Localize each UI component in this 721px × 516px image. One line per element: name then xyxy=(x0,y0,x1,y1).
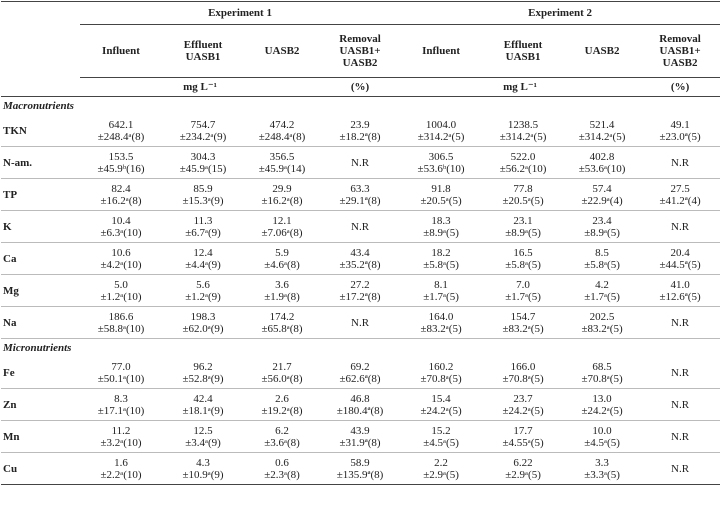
row-label: Fe xyxy=(3,366,15,379)
cell-value: 18.2 xyxy=(431,246,451,259)
cell-value: 5.0 xyxy=(114,278,128,291)
cell-value: 164.0 xyxy=(428,310,454,323)
cell-value: N.R xyxy=(671,462,690,475)
cell-value: 166.0 xyxy=(510,360,536,373)
cell-deviation: ±53.6ᵇ(10) xyxy=(417,162,465,175)
cell-deviation: ±24.2ᵃ(5) xyxy=(581,404,623,417)
cell-value: 522.0 xyxy=(510,150,536,163)
cell-value: 15.2 xyxy=(431,424,451,437)
column-header: Influent xyxy=(422,45,460,57)
table-cell xyxy=(320,389,400,421)
cell-deviation: ±2.2ᵃ(10) xyxy=(100,468,142,481)
table-cell xyxy=(162,357,244,389)
table-cell xyxy=(640,147,720,179)
table-cell xyxy=(482,421,564,453)
cell-deviation: ±53.6ᵃ(10) xyxy=(578,162,626,175)
table-cell xyxy=(482,115,564,147)
table-cell xyxy=(400,453,482,485)
table-row xyxy=(1,453,720,485)
table-cell xyxy=(244,275,320,307)
cell-value: 23.7 xyxy=(513,392,533,405)
cell-value: 8.3 xyxy=(114,392,128,405)
cell-deviation: ±83.2ᵃ(5) xyxy=(502,322,544,335)
column-header: UASB2 xyxy=(264,45,300,57)
table-cell xyxy=(564,243,640,275)
cell-deviation: ±52.8ᵃ(9) xyxy=(182,372,224,385)
table-cell xyxy=(244,147,320,179)
cell-deviation: ±70.8ᵃ(5) xyxy=(420,372,462,385)
table-cell xyxy=(640,211,720,243)
table-cell xyxy=(564,211,640,243)
table-cell xyxy=(244,389,320,421)
cell-value: 6.22 xyxy=(513,456,533,469)
cell-value: 4.2 xyxy=(595,278,609,291)
table-cell xyxy=(320,421,400,453)
cell-deviation: ±7.06ᵃ(8) xyxy=(261,226,303,239)
corner-cell xyxy=(1,2,80,25)
table-cell xyxy=(482,179,564,211)
cell-value: 304.3 xyxy=(190,150,216,163)
cell-value: 3.3 xyxy=(595,456,609,469)
cell-value: 42.4 xyxy=(193,392,213,405)
table-cell xyxy=(244,357,320,389)
table-cell xyxy=(564,389,640,421)
cell-value: 198.3 xyxy=(190,310,216,323)
table-cell xyxy=(244,453,320,485)
table-cell xyxy=(482,243,564,275)
table-cell xyxy=(162,243,244,275)
cell-deviation: ±1.7ᵃ(5) xyxy=(505,290,541,303)
cell-value: 474.2 xyxy=(269,118,295,131)
table-cell xyxy=(640,275,720,307)
cell-value: 0.6 xyxy=(275,456,289,469)
table-cell xyxy=(400,275,482,307)
cell-value: 3.6 xyxy=(275,278,289,291)
cell-deviation: ±15.3ᵃ(9) xyxy=(182,194,224,207)
table-cell xyxy=(320,453,400,485)
table-cell xyxy=(80,307,162,339)
cell-deviation: ±17.1ᵃ(10) xyxy=(97,404,145,417)
cell-value: 154.7 xyxy=(510,310,536,323)
table-cell xyxy=(80,115,162,147)
cell-deviation: ±248.4ᵃ(8) xyxy=(97,130,145,143)
cell-deviation: ±3.3ᵃ(5) xyxy=(584,468,620,481)
row-label: Cu xyxy=(1,453,80,485)
table-cell xyxy=(564,307,640,339)
table-cell xyxy=(320,147,400,179)
table-cell xyxy=(320,179,400,211)
table-cell xyxy=(564,179,640,211)
table-cell xyxy=(482,211,564,243)
cell-value: 18.3 xyxy=(431,214,451,227)
table-cell xyxy=(162,179,244,211)
table-cell xyxy=(400,421,482,453)
cell-deviation: ±6.7ᵃ(9) xyxy=(185,226,221,239)
experiment-1-header: Experiment 1 xyxy=(80,2,400,25)
table-cell xyxy=(320,115,400,147)
cell-value: 754.7 xyxy=(190,118,216,131)
cell-value: 10.0 xyxy=(592,424,612,437)
cell-value: 521.4 xyxy=(589,118,615,131)
row-label: Mg xyxy=(1,275,80,307)
cell-deviation: ±70.8ᵃ(5) xyxy=(502,372,544,385)
cell-deviation: ±2.3ᵃ(8) xyxy=(264,468,300,481)
cell-value: 8.5 xyxy=(595,246,609,259)
cell-deviation: ±8.9ᵃ(5) xyxy=(423,226,459,239)
cell-deviation: ±29.1ª(8) xyxy=(339,194,381,207)
table-cell xyxy=(162,307,244,339)
cell-value: 7.0 xyxy=(516,278,530,291)
table-cell xyxy=(244,307,320,339)
cell-deviation: ±70.8ᵃ(5) xyxy=(581,372,623,385)
table-cell xyxy=(400,389,482,421)
cell-deviation: ±4.5ᵃ(5) xyxy=(584,436,620,449)
cell-value: 12.5 xyxy=(193,424,213,437)
table-cell xyxy=(482,307,564,339)
table-cell xyxy=(564,115,640,147)
cell-value: 12.4 xyxy=(193,246,213,259)
table-cell xyxy=(640,421,720,453)
cell-value: 27.2 xyxy=(350,278,370,291)
cell-value: 306.5 xyxy=(428,150,454,163)
row-label: Mn xyxy=(1,421,80,453)
unit-blank xyxy=(1,78,80,97)
unit-exp1-conc: mg L⁻¹ xyxy=(80,78,320,97)
cell-deviation: ±24.2ᵃ(5) xyxy=(502,404,544,417)
cell-deviation: ±56.0ᵃ(8) xyxy=(261,372,303,385)
table-cell xyxy=(244,243,320,275)
cell-value: 4.3 xyxy=(196,456,210,469)
column-header: Influent xyxy=(102,45,140,57)
cell-value: 8.1 xyxy=(434,278,448,291)
table-cell xyxy=(482,389,564,421)
cell-deviation: ±65.8ᵃ(8) xyxy=(261,322,303,335)
table-cell xyxy=(244,421,320,453)
column-header: Effluent UASB1 xyxy=(183,39,223,63)
cell-value: 186.6 xyxy=(108,310,134,323)
table-cell xyxy=(564,147,640,179)
table-cell xyxy=(162,147,244,179)
table-cell xyxy=(80,357,162,389)
table-cell xyxy=(244,211,320,243)
cell-value: 82.4 xyxy=(111,182,131,195)
cell-deviation: ±3.4ᵃ(9) xyxy=(185,436,221,449)
cell-value: 160.2 xyxy=(428,360,454,373)
table-cell xyxy=(320,243,400,275)
cell-value: 17.7 xyxy=(513,424,533,437)
row-label: Na xyxy=(1,307,80,339)
row-label: TP xyxy=(1,179,80,211)
table-cell xyxy=(162,115,244,147)
cell-value: N.R xyxy=(351,220,370,233)
table-cell xyxy=(564,453,640,485)
cell-deviation: ±1.7ᵃ(5) xyxy=(423,290,459,303)
table-cell xyxy=(162,211,244,243)
table-row xyxy=(1,243,720,275)
cell-deviation: ±8.9ᵃ(5) xyxy=(505,226,541,239)
cell-deviation: ±44.5ª(5) xyxy=(659,258,701,271)
cell-deviation: ±4.5ᵃ(5) xyxy=(423,436,459,449)
cell-deviation: ±4.4ᵃ(9) xyxy=(185,258,221,271)
cell-deviation: ±56.2ᵃ(10) xyxy=(499,162,547,175)
cell-value: 23.9 xyxy=(350,118,370,131)
cell-deviation: ±45.9ᵃ(14) xyxy=(258,162,306,175)
cell-value: 174.2 xyxy=(269,310,295,323)
section-label: Micronutrients xyxy=(1,339,720,358)
cell-deviation: ±83.2ᵃ(5) xyxy=(420,322,462,335)
table-cell xyxy=(640,243,720,275)
cell-value: 23.1 xyxy=(513,214,533,227)
table-cell xyxy=(80,453,162,485)
cell-deviation: ±19.2ᵃ(8) xyxy=(261,404,303,417)
row-label: Zn xyxy=(1,389,80,421)
cell-value: 12.1 xyxy=(272,214,292,227)
cell-deviation: ±180.4ª(8) xyxy=(336,404,384,417)
table-cell xyxy=(400,179,482,211)
cell-value: 6.2 xyxy=(275,424,289,437)
cell-value: N.R xyxy=(351,316,370,329)
unit-exp2-removal: (%) xyxy=(640,78,720,97)
cell-deviation: ±234.2ᵃ(9) xyxy=(179,130,227,143)
cell-deviation: ±16.2ᵃ(8) xyxy=(261,194,303,207)
table-cell xyxy=(80,243,162,275)
cell-value: N.R xyxy=(671,398,690,411)
column-header: Removal UASB1+ UASB2 xyxy=(339,33,381,69)
table-cell xyxy=(640,307,720,339)
table-cell xyxy=(80,147,162,179)
table-cell xyxy=(482,275,564,307)
cell-deviation: ±10.9ᵃ(9) xyxy=(182,468,224,481)
table-cell xyxy=(400,243,482,275)
table-cell xyxy=(162,453,244,485)
cell-value: 77.8 xyxy=(513,182,533,195)
cell-deviation: ±248.4ᵃ(8) xyxy=(258,130,306,143)
cell-deviation: ±8.9ᵃ(5) xyxy=(584,226,620,239)
cell-deviation: ±45.9ᵃ(15) xyxy=(179,162,227,175)
cell-value: 91.8 xyxy=(431,182,451,195)
cell-value: 15.4 xyxy=(431,392,451,405)
cell-deviation: ±62.0ᵃ(9) xyxy=(182,322,224,335)
table-cell xyxy=(162,421,244,453)
cell-value: 153.5 xyxy=(108,150,134,163)
table-cell xyxy=(640,357,720,389)
cell-deviation: ±135.9ª(8) xyxy=(336,468,384,481)
table-cell xyxy=(400,115,482,147)
cell-deviation: ±6.3ᵃ(10) xyxy=(100,226,142,239)
cell-deviation: ±20.5ᵃ(5) xyxy=(420,194,462,207)
cell-value: 2.6 xyxy=(275,392,289,405)
cell-value: 402.8 xyxy=(589,150,615,163)
cell-deviation: ±314.2ᵃ(5) xyxy=(578,130,626,143)
column-header: Removal UASB1+ UASB2 xyxy=(659,33,701,69)
cell-value: 23.4 xyxy=(592,214,612,227)
cell-value: 356.5 xyxy=(269,150,295,163)
cell-value: 58.9 xyxy=(350,456,370,469)
cell-value: 13.0 xyxy=(592,392,612,405)
table-row xyxy=(1,389,720,421)
unit-exp1-removal: (%) xyxy=(320,78,400,97)
cell-value: 5.6 xyxy=(196,278,210,291)
section-label: Macronutrients xyxy=(1,97,720,116)
table-cell xyxy=(564,275,640,307)
cell-value: 5.9 xyxy=(275,246,289,259)
row-label: TKN xyxy=(3,124,27,137)
cell-deviation: ±23.0ª(5) xyxy=(659,130,701,143)
cell-value: N.R xyxy=(671,366,690,379)
cell-deviation: ±5.8ᵃ(5) xyxy=(584,258,620,271)
cell-value: N.R xyxy=(671,316,690,329)
cell-deviation: ±4.55ᵃ(5) xyxy=(502,436,544,449)
table-cell xyxy=(80,275,162,307)
cell-value: 1004.0 xyxy=(425,118,457,131)
table-cell xyxy=(400,147,482,179)
cell-value: 68.5 xyxy=(592,360,612,373)
table-row xyxy=(1,147,720,179)
cell-value: 46.8 xyxy=(350,392,370,405)
cell-deviation: ±4.2ᵃ(10) xyxy=(100,258,142,271)
cell-value: 10.6 xyxy=(111,246,131,259)
cell-value: 11.3 xyxy=(193,214,213,227)
cell-value: 1.6 xyxy=(114,456,128,469)
row-label: N-am. xyxy=(1,147,80,179)
cell-value: N.R xyxy=(671,430,690,443)
cell-value: 642.1 xyxy=(108,118,134,131)
cell-deviation: ±12.6ª(5) xyxy=(659,290,701,303)
cell-deviation: ±3.2ᵃ(10) xyxy=(100,436,142,449)
cell-deviation: ±58.8ᵃ(10) xyxy=(97,322,145,335)
cell-deviation: ±1.9ᵃ(8) xyxy=(264,290,300,303)
table-row xyxy=(1,357,720,389)
cell-value: 1238.5 xyxy=(507,118,539,131)
cell-value: 85.9 xyxy=(193,182,213,195)
cell-value: 27.5 xyxy=(670,182,690,195)
cell-deviation: ±5.8ᵃ(5) xyxy=(505,258,541,271)
cell-deviation: ±41.2ª(4) xyxy=(659,194,701,207)
cell-value: 2.2 xyxy=(434,456,448,469)
cell-value: N.R xyxy=(671,156,690,169)
cell-value: 202.5 xyxy=(589,310,615,323)
table-cell xyxy=(244,115,320,147)
table-cell xyxy=(640,389,720,421)
cell-value: 41.0 xyxy=(670,278,690,291)
cell-value: 57.4 xyxy=(592,182,612,195)
nutrient-table xyxy=(1,1,720,485)
table-cell xyxy=(162,389,244,421)
cell-deviation: ±2.9ᵃ(5) xyxy=(505,468,541,481)
table-cell xyxy=(564,421,640,453)
table-cell xyxy=(80,211,162,243)
cell-deviation: ±22.9ᵃ(4) xyxy=(581,194,623,207)
table-row xyxy=(1,275,720,307)
cell-deviation: ±45.9ᵇ(16) xyxy=(97,162,145,175)
table-cell xyxy=(400,357,482,389)
cell-value: 10.4 xyxy=(111,214,131,227)
cell-deviation: ±314.2ᵃ(5) xyxy=(499,130,547,143)
experiment-2-header: Experiment 2 xyxy=(400,2,720,25)
cell-deviation: ±35.2ª(8) xyxy=(339,258,381,271)
table-cell xyxy=(640,115,720,147)
table-cell xyxy=(400,211,482,243)
table-cell xyxy=(640,453,720,485)
table-row xyxy=(1,211,720,243)
cell-deviation: ±24.2ᵃ(5) xyxy=(420,404,462,417)
cell-deviation: ±83.2ᵃ(5) xyxy=(581,322,623,335)
table-cell xyxy=(80,179,162,211)
table-row xyxy=(1,179,720,211)
cell-value: 69.2 xyxy=(350,360,370,373)
cell-deviation: ±50.1ᵃ(10) xyxy=(97,372,145,385)
table-cell xyxy=(320,275,400,307)
row-label: K xyxy=(1,211,80,243)
cell-deviation: ±62.6ª(8) xyxy=(339,372,381,385)
table-cell xyxy=(400,307,482,339)
column-header: UASB2 xyxy=(584,45,620,57)
cell-deviation: ±1.7ᵃ(5) xyxy=(584,290,620,303)
cell-deviation: ±1.2ᵃ(9) xyxy=(185,290,221,303)
cell-value: 77.0 xyxy=(111,360,131,373)
cell-deviation: ±5.8ᵃ(5) xyxy=(423,258,459,271)
cell-deviation: ±17.2ª(8) xyxy=(339,290,381,303)
column-header: Effluent UASB1 xyxy=(503,39,543,63)
table-cell xyxy=(482,357,564,389)
table-cell xyxy=(320,357,400,389)
cell-value: 20.4 xyxy=(670,246,690,259)
cell-deviation: ±31.9ª(8) xyxy=(339,436,381,449)
cell-deviation: ±3.6ᵃ(8) xyxy=(264,436,300,449)
cell-value: 16.5 xyxy=(513,246,533,259)
table-row xyxy=(1,307,720,339)
cell-value: N.R xyxy=(351,156,370,169)
cell-deviation: ±20.5ᵃ(5) xyxy=(502,194,544,207)
cell-value: 29.9 xyxy=(272,182,292,195)
table-cell xyxy=(482,147,564,179)
cell-deviation: ±2.9ᵃ(5) xyxy=(423,468,459,481)
unit-exp2-conc: mg L⁻¹ xyxy=(400,78,640,97)
cell-deviation: ±16.2ᵃ(8) xyxy=(100,194,142,207)
cell-deviation: ±4.6ᵃ(8) xyxy=(264,258,300,271)
table-row xyxy=(1,115,720,147)
cell-value: 43.4 xyxy=(350,246,370,259)
cell-value: 49.1 xyxy=(670,118,690,131)
table-cell xyxy=(320,307,400,339)
cell-value: N.R xyxy=(671,220,690,233)
cell-value: 96.2 xyxy=(193,360,213,373)
table-row xyxy=(1,421,720,453)
table-cell xyxy=(482,453,564,485)
table-cell xyxy=(162,275,244,307)
table-cell xyxy=(564,357,640,389)
cell-deviation: ±18.2ª(8) xyxy=(339,130,381,143)
table-cell xyxy=(80,389,162,421)
cell-deviation: ±18.1ᵃ(9) xyxy=(182,404,224,417)
table-cell xyxy=(80,421,162,453)
table-cell xyxy=(640,179,720,211)
blank-header xyxy=(1,25,80,78)
cell-deviation: ±314.2ᵃ(5) xyxy=(417,130,465,143)
cell-value: 11.2 xyxy=(111,424,131,437)
cell-value: 21.7 xyxy=(272,360,292,373)
cell-value: 43.9 xyxy=(350,424,370,437)
cell-deviation: ±1.2ᵃ(10) xyxy=(100,290,142,303)
table-cell xyxy=(320,211,400,243)
cell-value: 63.3 xyxy=(350,182,370,195)
row-label: Ca xyxy=(1,243,80,275)
table-cell xyxy=(244,179,320,211)
